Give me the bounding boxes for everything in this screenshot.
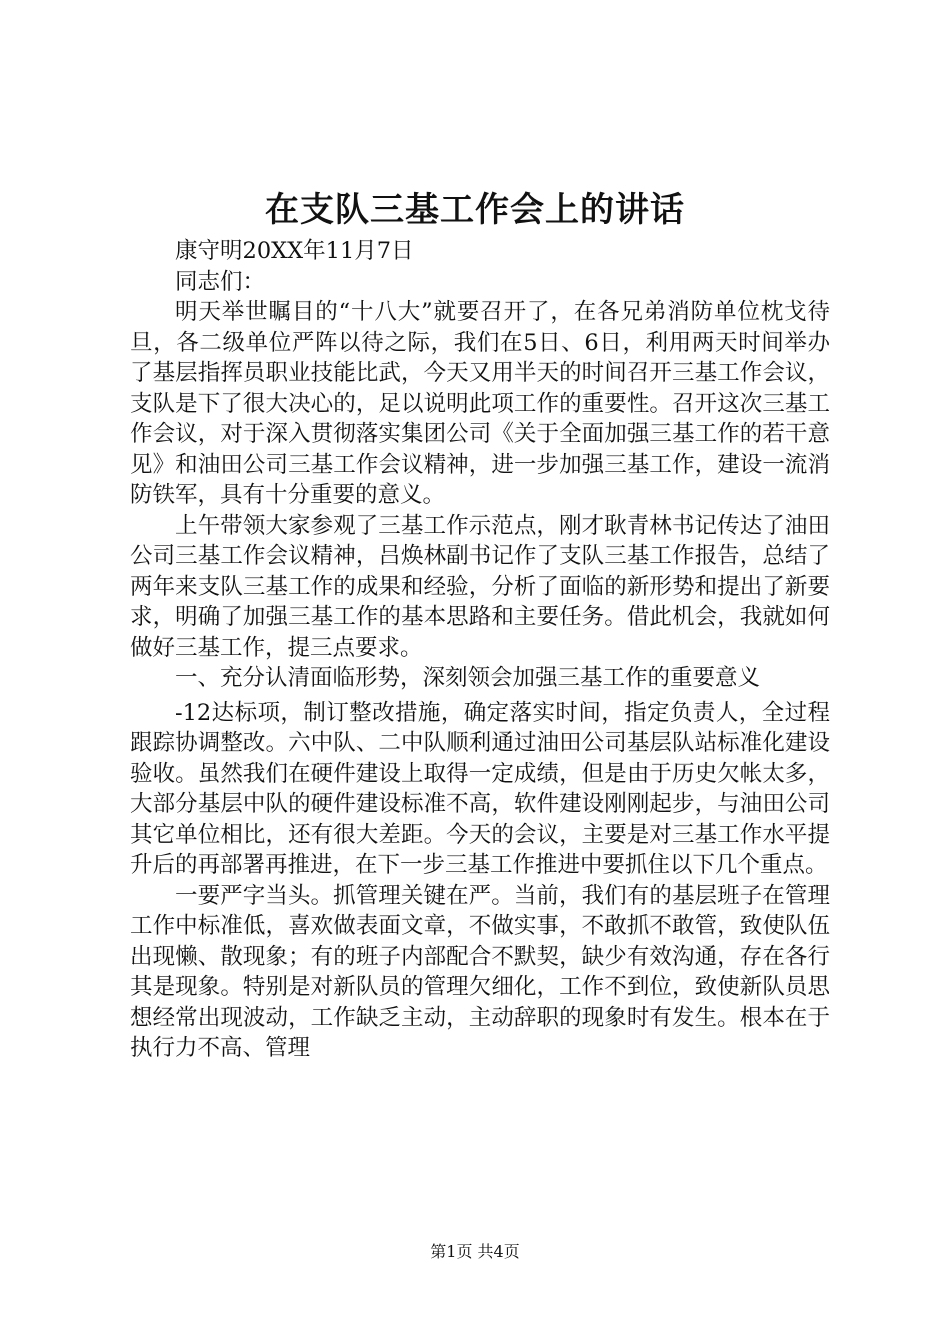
section-heading: 一、充分认清面临形势，深刻领会加强三基工作的重要意义	[175, 665, 761, 691]
salutation: 同志们：	[175, 268, 266, 295]
paragraph: -12达标项，制订整改措施，确定落实时间，指定负责人，全过程跟踪协调整改。六中队、二中队顺利通过油田公司基层队站标准化建设验收。虽然我们在硬件建设上取得一定成绩，但是由于历史欠帐太多，大部分基层中队的硬件建设标准不高，软件建设刚刚起步，与油田公司其它单位相比，还有很大差距。今天的会议，主要是对三基工作水平提升后的再部署再推进，在下一步三基工作推进中要抓住以下几个重点。	[130, 699, 830, 878]
page-number-footer: 第1页 共4页	[430, 1242, 520, 1261]
document-title: 在支队三基工作会上的讲话	[265, 190, 685, 230]
paragraph: 上午带领大家参观了三基工作示范点，刚才耿青林书记传达了油田公司三基工作会议精神，吕焕林副书记作了支队三基工作报告，总结了两年来支队三基工作的成果和经验，分析了面临的新形势和提出了新要求，明确了加强三基工作的基本思路和主要任务。借此机会，我就如何做好三基工作，提三点要求。	[130, 512, 830, 661]
paragraph: 一要严字当头。抓管理关键在严。当前，我们有的基层班子在管理工作中标准低，喜欢做表面文章，不做实事，不敢抓不敢管，致使队伍出现懒、散现象；有的班子内部配合不默契，缺少有效沟通，存在各行其是现象。特别是对新队员的管理欠细化，工作不到位，致使新队员思想经常出现波动，工作缺乏主动，主动辞职的现象时有发生。根本在于执行力不高、管理	[130, 882, 830, 1061]
paragraph: 明天举世瞩目的“十八大”就要召开了，在各兄弟消防单位枕戈待旦，各二级单位严阵以待之际，我们在5日、6日，利用两天时间举办了基层指挥员职业技能比武，今天又用半天的时间召开三基工作会议，支队是下了很大决心的，足以说明此项工作的重要性。召开这次三基工作会议，对于深入贯彻落实集团公司《关于全面加强三基工作的若干意见》和油田公司三基工作会议精神，进一步加强三基工作，建设一流消防铁军，具有十分重要的意义。	[130, 299, 830, 508]
document-body	[130, 236, 830, 1064]
author-date-line: 康守明20XX年11月7日	[175, 238, 414, 264]
